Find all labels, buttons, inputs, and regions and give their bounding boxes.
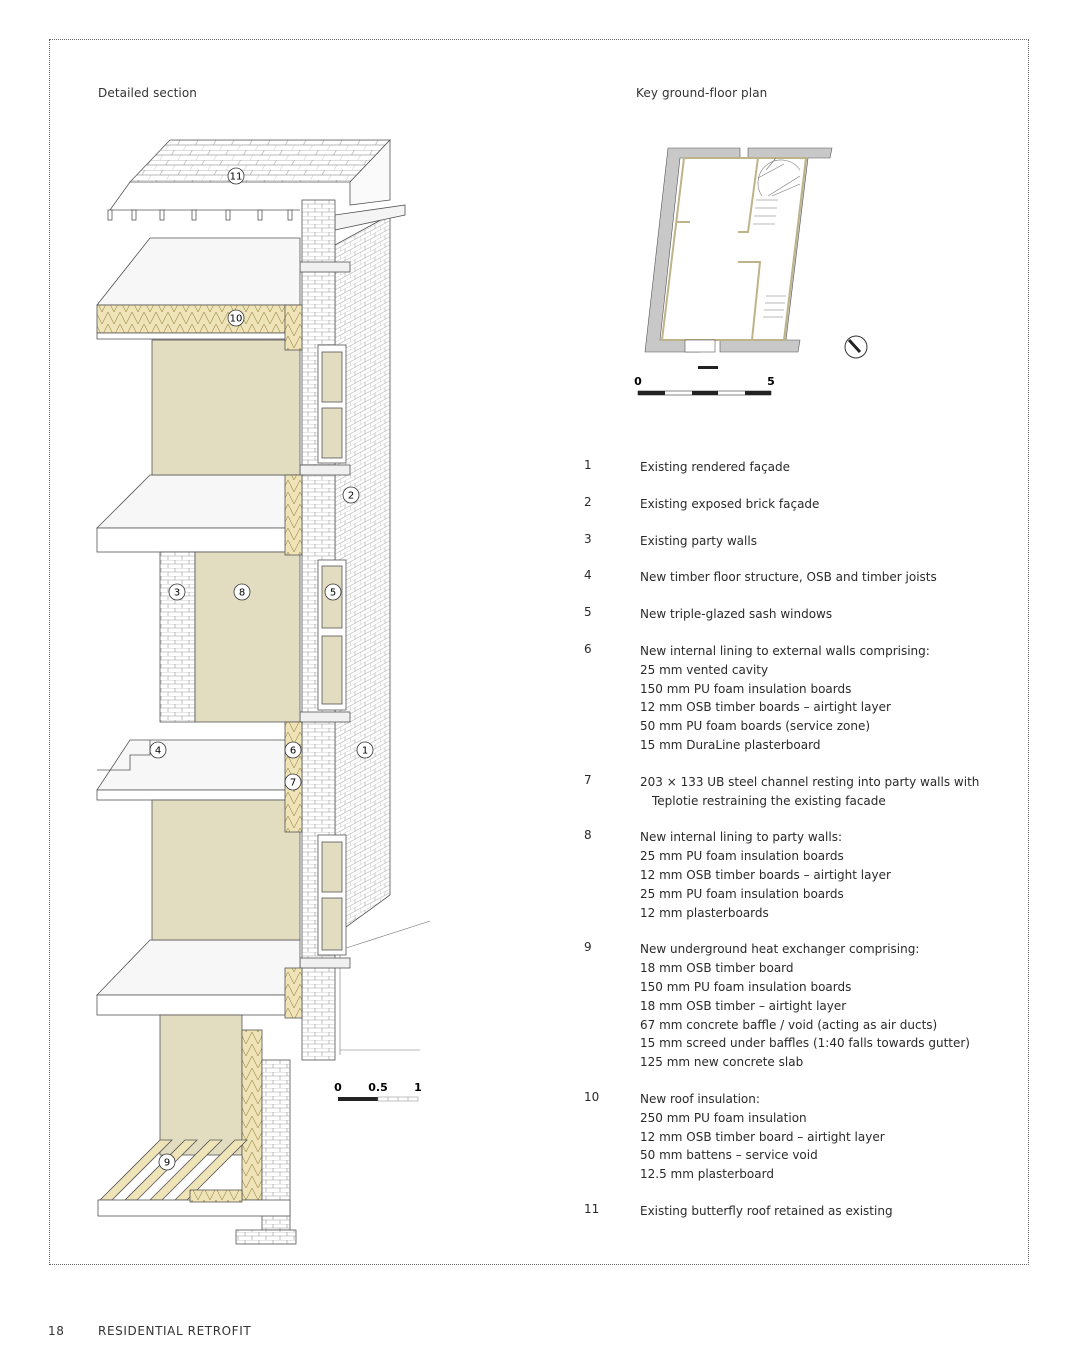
legend-line: 150 mm PU foam insulation boards — [640, 979, 852, 994]
legend-item — [580, 495, 1000, 514]
legend-line: 150 mm PU foam insulation boards — [640, 681, 852, 696]
plan-caption: Key ground-floor plan — [636, 86, 768, 100]
legend-line: 12 mm plasterboards — [640, 905, 769, 920]
scale-label-0: 0 — [334, 1081, 342, 1094]
legend-number: 11 — [584, 1201, 600, 1216]
legend-description — [640, 495, 1000, 514]
legend-number: 8 — [584, 828, 592, 843]
legend-item — [580, 1090, 1000, 1184]
marker-10 — [228, 310, 244, 326]
roof — [108, 140, 390, 220]
legend-line: 250 mm PU foam insulation — [640, 1110, 807, 1125]
legend-description — [640, 1202, 1000, 1221]
plan-scale-label-5: 5 — [767, 375, 775, 388]
legend-description — [640, 458, 1000, 477]
legend-description — [640, 605, 1000, 624]
legend-line: Existing exposed brick façade — [640, 496, 820, 511]
marker-2 — [343, 487, 359, 503]
publication-title: RESIDENTIAL RETROFIT — [98, 1324, 252, 1338]
plan-scale-label-0: 0 — [634, 375, 642, 388]
legend-number: 1 — [584, 458, 592, 472]
north-arrow-icon — [845, 336, 867, 358]
detailed-section-drawing — [90, 130, 430, 1250]
legend-line: 50 mm PU foam boards (service zone) — [640, 719, 871, 734]
scale-label-1: 1 — [414, 1081, 422, 1094]
svg-text:6: 6 — [289, 745, 297, 757]
section-caption: Detailed section — [98, 86, 197, 100]
marker-4 — [150, 742, 166, 758]
legend-line: 25 mm vented cavity — [640, 662, 769, 677]
legend-line: New timber floor structure, OSB and timber joists — [640, 570, 937, 585]
svg-text:8: 8 — [238, 587, 246, 599]
windows — [318, 345, 346, 955]
marker-5 — [325, 584, 341, 600]
marker-11 — [228, 168, 244, 184]
legend-number: 7 — [584, 772, 592, 787]
legend-item — [580, 458, 1000, 477]
legend-line: 203 × 133 UB steel channel resting into party walls with — [640, 774, 980, 789]
svg-text:9: 9 — [163, 1157, 171, 1169]
plan-scale-bar — [634, 375, 775, 395]
legend-description — [640, 568, 1000, 587]
legend-line: New underground heat exchanger comprising: — [640, 942, 920, 957]
legend-line: New triple-glazed sash windows — [640, 607, 833, 622]
legend-line: 12 mm OSB timber boards – airtight layer — [640, 867, 891, 882]
marker-3 — [169, 584, 185, 600]
legend-number: 3 — [584, 531, 592, 546]
legend-line: Teplotie restraining the existing facade — [652, 793, 886, 808]
legend-line: 15 mm DuraLine plasterboard — [640, 737, 821, 752]
svg-text:11: 11 — [229, 171, 243, 183]
ground-floor-plan — [630, 140, 880, 400]
legend-number: 2 — [584, 494, 592, 509]
legend-description — [640, 940, 1000, 1072]
legend-item — [580, 605, 1000, 624]
legend-line: New internal lining to external walls comprising: — [640, 643, 930, 658]
legend — [580, 458, 1000, 1239]
legend-description — [640, 828, 1000, 922]
page-number: 18 — [48, 1324, 65, 1338]
plan-walls — [645, 148, 832, 369]
legend-item — [580, 568, 1000, 587]
legend-line: Existing rendered façade — [640, 460, 791, 474]
legend-line: 50 mm battens – service void — [640, 1148, 818, 1163]
legend-line: 12.5 mm plasterboard — [640, 1167, 774, 1182]
legend-number: 6 — [584, 641, 592, 656]
legend-item — [580, 940, 1000, 1072]
legend-line: 18 mm OSB timber board — [640, 961, 794, 976]
legend-number: 10 — [584, 1089, 600, 1104]
svg-text:3: 3 — [173, 587, 181, 599]
legend-item — [580, 828, 1000, 922]
section-scale-bar — [334, 1081, 422, 1101]
legend-line: New internal lining to party walls: — [640, 830, 843, 845]
legend-item — [580, 1202, 1000, 1221]
svg-text:10: 10 — [229, 313, 243, 325]
legend-line: Existing party walls — [640, 533, 757, 548]
svg-text:2: 2 — [347, 490, 355, 502]
legend-line: 18 mm OSB timber – airtight layer — [640, 998, 847, 1013]
legend-line: 25 mm PU foam insulation boards — [640, 886, 844, 901]
marker-1 — [357, 742, 373, 758]
legend-description — [640, 773, 1000, 811]
svg-text:5: 5 — [329, 587, 337, 599]
legend-line: 67 mm concrete baffle / void (acting as air ducts) — [640, 1017, 938, 1032]
legend-line: Existing butterfly roof retained as existing — [640, 1203, 893, 1218]
legend-number: 9 — [584, 940, 592, 955]
legend-number: 4 — [584, 568, 592, 583]
legend-item — [580, 532, 1000, 551]
scale-label-half: 0.5 — [368, 1081, 388, 1094]
marker-8 — [234, 584, 250, 600]
svg-text:1: 1 — [361, 745, 369, 757]
marker-7 — [285, 774, 301, 790]
legend-line: 125 mm new concrete slab — [640, 1055, 804, 1070]
svg-text:7: 7 — [289, 777, 297, 789]
legend-description — [640, 1090, 1000, 1184]
legend-line: 12 mm OSB timber board – airtight layer — [640, 1129, 885, 1144]
legend-line: 12 mm OSB timber boards – airtight layer — [640, 700, 891, 715]
legend-item — [580, 642, 1000, 755]
facade-elevation — [335, 205, 430, 1055]
legend-description — [640, 642, 1000, 755]
legend-line: New roof insulation: — [640, 1091, 760, 1106]
svg-text:4: 4 — [154, 745, 162, 757]
legend-line: 15 mm screed under baffles (1:40 falls towards gutter) — [640, 1036, 970, 1051]
marker-9 — [159, 1154, 175, 1170]
marker-6 — [285, 742, 301, 758]
legend-number: 5 — [584, 605, 592, 620]
legend-item — [580, 773, 1000, 811]
legend-line: 25 mm PU foam insulation boards — [640, 849, 844, 864]
legend-description — [640, 532, 1000, 551]
